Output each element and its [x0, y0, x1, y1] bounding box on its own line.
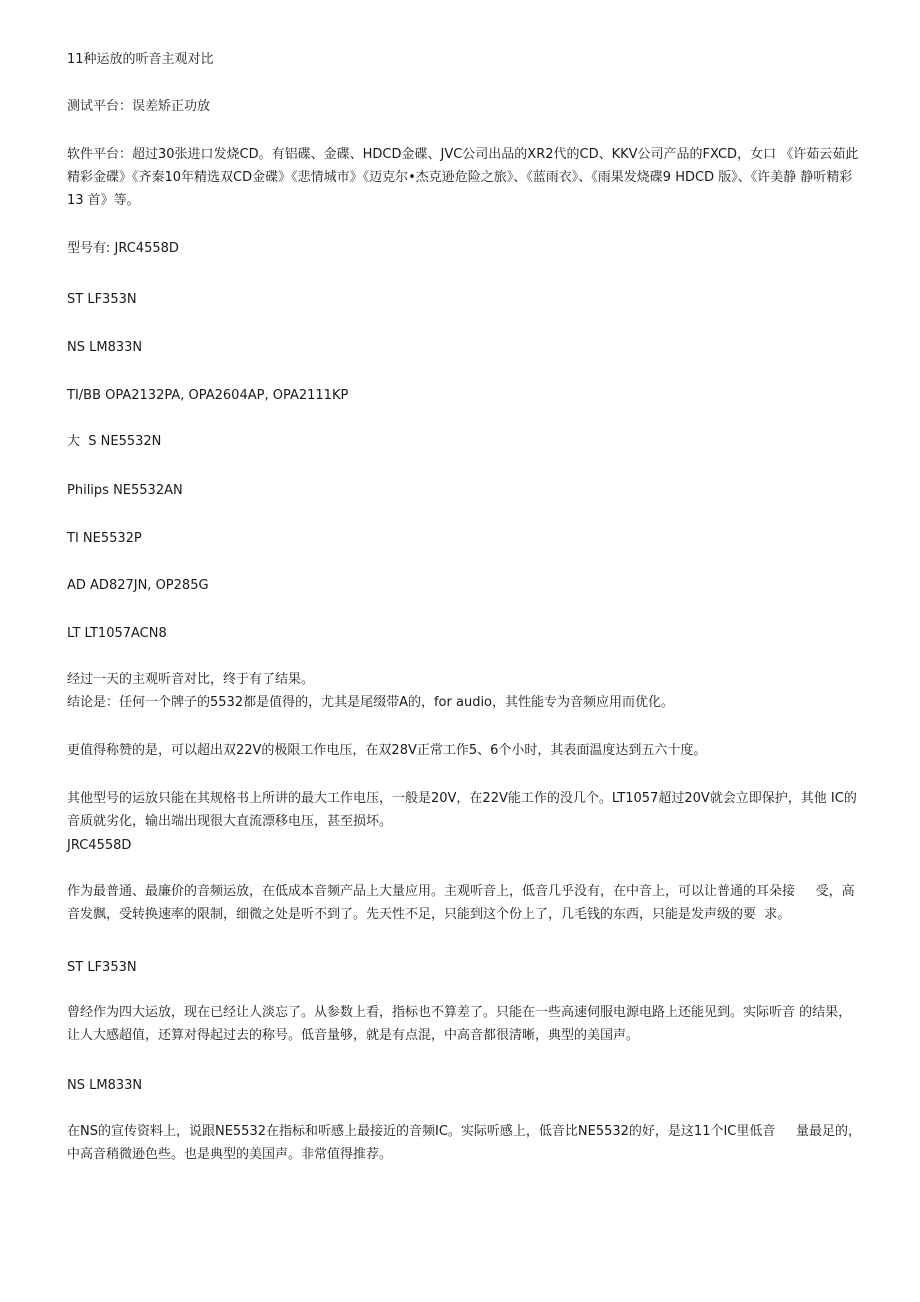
- result-line: 经过一天的主观听音对比，终于有了结果。: [67, 672, 315, 687]
- praise-paragraph: 更值得称赞的是，可以超出双22V的极限工作电压，在双28V正常工作5、6个小时，其表面温度达到五六十度。: [67, 743, 707, 758]
- model-line: TI NE5532P: [67, 531, 142, 546]
- software-platform: 软件平台：超过30张进口发烧CD。有铝碟、金碟、HDCD金碟、JVC公司出品的XR2代的CD、KKV公司产品的FXCD，女口 《许茹云茹此精彩金碟》《齐秦10年精选双CD金碟》《悲情城市》《迈克尔•杰克逊危险之旅》、《蓝雨衣》、《雨果发烧碟9 HDCD 版》、《许美静 静听精彩 13 首》等。: [67, 147, 859, 208]
- lf353n-paragraph: 曾经作为四大运放，现在已经让人淡忘了。从参数上看，指标也不算差了。只能在一些高速伺服电源电路上还能见到。实际听音 的结果，让人大感超值，还算对得起过去的称号。低音量够，就是有点混，中高音都很清晰，典型的美国声。: [67, 1005, 852, 1043]
- section-heading-jrc4558d: JRC4558D: [67, 838, 132, 853]
- document-title: 11种运放的听音主观对比: [67, 52, 214, 67]
- jrc4558d-paragraph: 作为最普通、最廉价的音频运放，在低成本音频产品上大量应用。主观听音上，低音几乎没有，在中音上，可以让普通的耳朵接 受，高音发飘，受转换速率的限制，细微之处是听不到了。先天性不足，只能到这个份上了，几毛钱的东西，只能是发声级的要 求。: [67, 884, 855, 922]
- model-line: Philips NE5532AN: [67, 483, 183, 498]
- section-heading-lm833n: NS LM833N: [67, 1078, 143, 1093]
- model-line: LT LT1057ACN8: [67, 626, 167, 641]
- others-paragraph: 其他型号的运放只能在其规格书上所讲的最大工作电压，一般是20V，在22V能工作的没几个。LT1057超过20V就会立即保护，其他 IC的音质就劣化，输出端出现很大直流漂移电压，甚至损坏。: [67, 791, 857, 829]
- model-line: TI/BB OPA2132PA, OPA2604AP, OPA2111KP: [67, 388, 349, 403]
- test-platform: 测试平台：误差矫正功放: [67, 99, 211, 114]
- conclusion: 结论是：任何一个牌子的5532都是值得的，尤其是尾缀带A的，for audio，其性能专为音频应用而优化。: [67, 695, 675, 710]
- lm833n-paragraph: 在NS的宣传资料上，说跟NE5532在指标和听感上最接近的音频IC。实际听感上，低音比NE5532的好，是这11个IC里低音 量最足的，中高音稍微逊色些。也是典型的美国声。非常值得推荐。: [67, 1124, 862, 1162]
- model-line: ST LF353N: [67, 292, 137, 307]
- section-heading-lf353n: ST LF353N: [67, 960, 137, 975]
- model-line: 大 S NE5532N: [67, 434, 162, 449]
- model-line: AD AD827JN, OP285G: [67, 578, 209, 593]
- model-line: 型号有: JRC4558D: [67, 241, 179, 256]
- model-line: NS LM833N: [67, 340, 143, 355]
